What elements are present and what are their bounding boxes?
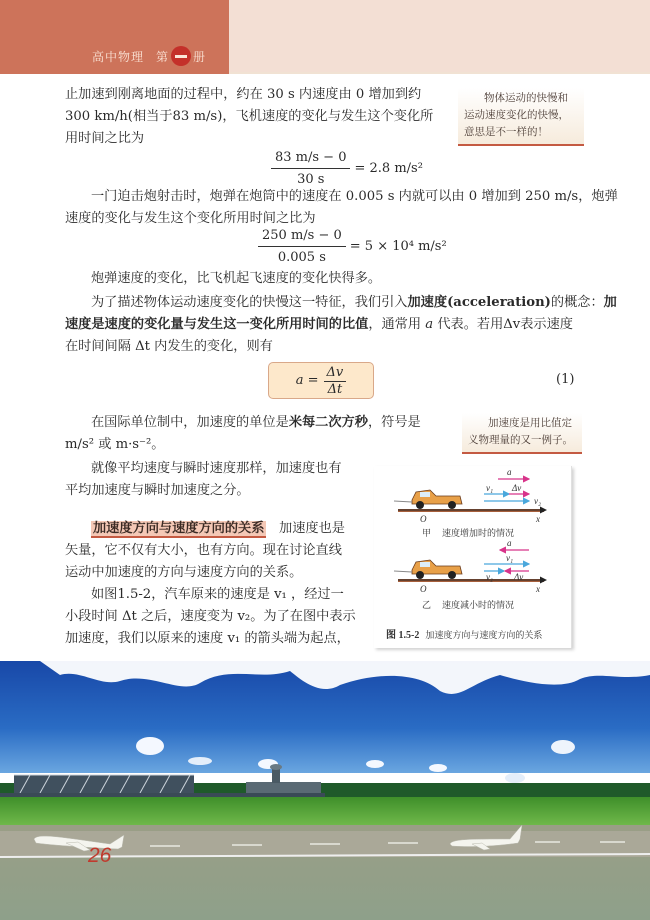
airport-runway-photo xyxy=(0,661,650,920)
vector-label-v1: v₁ xyxy=(506,553,514,563)
figure-number: 图 1.5-2 xyxy=(386,630,420,641)
running-header xyxy=(92,46,206,66)
denominator: 0.005 s xyxy=(277,250,326,265)
page-number: 26 xyxy=(88,844,112,867)
panel-caption: 速度减小时的情况 xyxy=(442,601,515,611)
text-span: 的概念： xyxy=(550,295,604,310)
header-band-light xyxy=(229,0,650,74)
vector-label-a: a xyxy=(507,538,512,548)
numerator: 250 m/s − 0 xyxy=(258,228,346,247)
vector-label-v1: v₁ xyxy=(486,483,494,493)
figure-caption xyxy=(386,626,542,641)
figure-title: 加速度方向与速度方向的关系 xyxy=(425,631,543,641)
definition-start: 加 xyxy=(603,295,617,310)
origin-label: O xyxy=(420,584,427,594)
note-line: 物体运动的快慢和 xyxy=(484,92,568,104)
text-line: 用时间之比为 xyxy=(65,131,145,146)
text-line: m/s² 或 m·s⁻²。 xyxy=(65,437,165,452)
equation-result: = 2.8 m/s² xyxy=(354,161,423,176)
equation-result: = 5 × 10⁴ m/s² xyxy=(349,239,447,254)
text-line xyxy=(91,518,345,540)
acceleration-direction-diagram xyxy=(374,466,572,648)
text-span: ，符号是 xyxy=(367,415,421,430)
text-line: 加速度，我们以原来的速度 v₁ 的箭头端为起点， xyxy=(65,631,350,646)
formula-lhs: a = xyxy=(295,373,319,388)
denominator: Δt xyxy=(327,381,343,397)
text-line: 平均加速度与瞬时加速度之分。 xyxy=(65,483,250,498)
acceleration-formula-box xyxy=(268,362,374,399)
text-span: 为了描述物体运动速度变化的快慢这一特征，我们引入 xyxy=(91,295,408,310)
book-title: 高中物理 xyxy=(92,49,145,64)
numerator: Δv xyxy=(324,365,347,382)
note-line: 加速度是用比值定 xyxy=(488,417,572,429)
text-line: 运动中加速度的方向与速度方向的关系。 xyxy=(65,565,303,580)
text-line xyxy=(91,412,421,434)
section-heading: 加速度方向与速度方向的关系 xyxy=(93,521,265,536)
text-line: 止加速到刚离地面的过程中，约在 30 s 内速度由 0 增加到约 xyxy=(65,87,422,102)
numerator: 83 m/s − 0 xyxy=(271,150,350,169)
text-line: 就像平均速度与瞬时速度那样，加速度也有 xyxy=(91,461,342,476)
text-span: 在国际单位制中，加速度的单位是 xyxy=(91,415,289,430)
text-line xyxy=(91,292,617,314)
axis-label: x xyxy=(536,514,540,524)
volume-suffix: 册 xyxy=(193,49,207,64)
text-span: 代表。若用Δv表示速度 xyxy=(433,317,573,332)
axis-label: x xyxy=(536,584,540,594)
definition-text: 速度是速度的变化量与发生这一变化所用时间的比值 xyxy=(65,317,369,332)
text-span: 加速度也是 xyxy=(279,521,345,536)
volume-badge-icon xyxy=(171,46,191,66)
term-acceleration: 加速度 xyxy=(407,295,448,310)
panel-speeding-up xyxy=(394,479,546,512)
vector-label-v2: v₂ xyxy=(486,572,494,582)
term-english: (acceleration) xyxy=(447,295,551,310)
text-line xyxy=(65,314,573,336)
text-line: 如图1.5-2，汽车原来的速度是 v₁ ，经过一 xyxy=(91,587,344,602)
text-line: 在时间间隔 Δt 内发生的变化，则有 xyxy=(65,339,273,354)
vector-label-dv: Δv xyxy=(512,483,522,493)
equation-mortar xyxy=(258,228,447,265)
volume-prefix: 第 xyxy=(156,49,170,64)
denominator: 30 s xyxy=(297,172,325,187)
note-line: 义物理量的又一例子。 xyxy=(468,434,573,446)
panel-caption: 速度增加时的情况 xyxy=(442,529,515,539)
text-line: 矢量，它不仅有大小，也有方向。现在讨论直线 xyxy=(65,543,342,558)
unit-name: 米每二次方秒 xyxy=(288,415,368,430)
panel-label: 乙 xyxy=(422,601,432,611)
text-line: 小段时间 Δt 之后，速度变为 v₂。为了在图中表示 xyxy=(65,609,356,624)
vector-label-dv: Δv xyxy=(514,572,524,582)
equation-number: (1) xyxy=(556,372,575,387)
text-line: 炮弹速度的变化，比飞机起飞速度的变化快得多。 xyxy=(91,271,382,286)
note-line: 运动速度变化的快慢， xyxy=(464,109,569,121)
equation-aircraft xyxy=(271,150,423,187)
vector-label-v2: v₂ xyxy=(534,496,542,506)
text-span: ，通常用 xyxy=(368,317,426,332)
text-line: 速度的变化与发生这个变化所用时间之比为 xyxy=(65,211,316,226)
text-line: 300 km/h(相当于83 m/s)，飞机速度的变化与发生这个变化所 xyxy=(65,109,434,124)
symbol-a: a xyxy=(425,317,434,332)
airport-illustration xyxy=(0,661,650,920)
margin-note xyxy=(462,413,582,454)
panel-label: 甲 xyxy=(422,529,432,539)
text-line: 一门迫击炮射击时，炮弹在炮筒中的速度在 0.005 s 内就可以由 0 增加到 250 m/s，炮弹 xyxy=(91,189,618,204)
figure-1-5-2 xyxy=(374,466,572,648)
margin-note xyxy=(458,88,584,146)
origin-label: O xyxy=(420,514,427,524)
vector-label-a: a xyxy=(507,467,512,477)
note-line: 意思是不一样的！ xyxy=(464,126,548,138)
